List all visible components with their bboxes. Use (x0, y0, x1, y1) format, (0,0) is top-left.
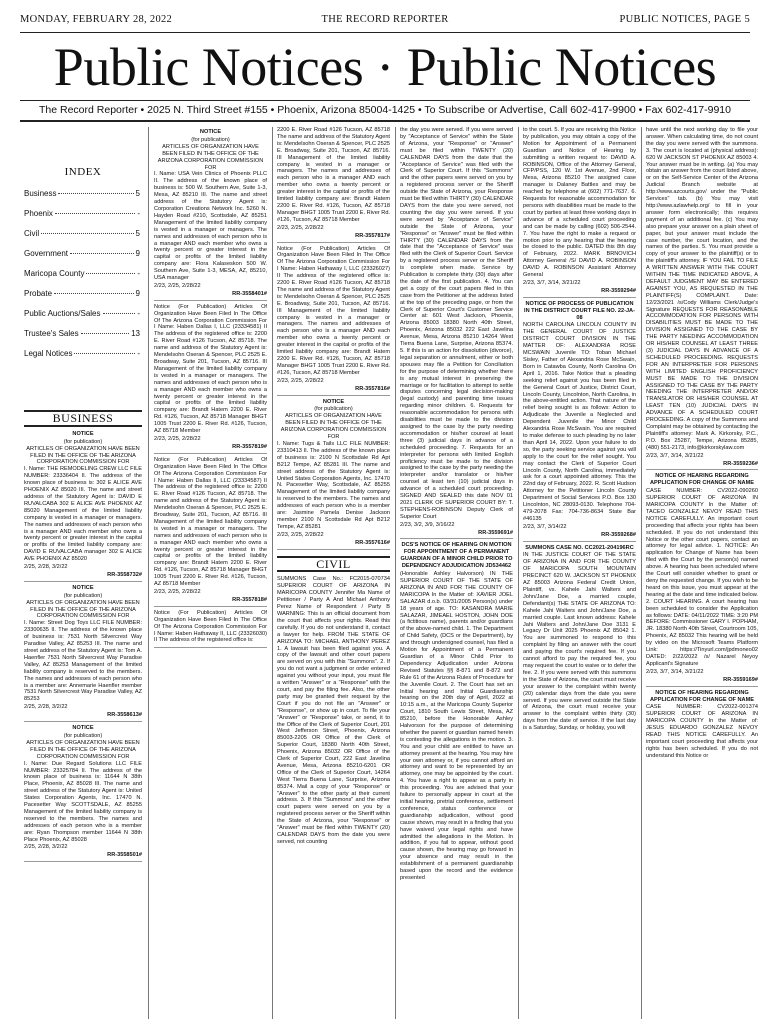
notice-subtitle: (for publication) (191, 136, 230, 143)
index-row (24, 244, 142, 264)
index-row (24, 284, 142, 304)
index-dot-leader (74, 353, 135, 354)
index-entry-name: Legal Notices (24, 348, 73, 358)
column-divider (518, 127, 519, 1019)
notice-body: I. Name: Street Dog Toys LLC FILE NUMBER: 23300635 II. The address of the known place of business is: 7531 North Silvercrest Way Paradise Valley, AZ 85253 III. The name and street address of the Statutory Agent is: Tom A. Haenfler 7531 North Silvercrest Way Paradise Valley, AZ 85253 Management of the limited liability company is reserved to the members. The names and addresses of each person who is a member are: Annemarie Haenfler member 7531 North Silvercrest Way Paradise Valley, AZ 85253 (24, 620, 142, 703)
notice-subtitle: (for publication) (63, 732, 103, 739)
index-dot-leader (70, 253, 134, 254)
business-notices-2 (154, 129, 267, 648)
index-entry-name: Maricopa County (24, 268, 85, 278)
notice-ref: RR-3558732# (107, 571, 142, 578)
notice-title: NOTICE (72, 430, 94, 437)
issue-date: MONDAY, FEBRUARY 28, 2022 (20, 14, 173, 25)
column-divider (272, 127, 273, 1019)
notice-body: Notice (For Publication) Articles Of Organization Have Been Filed In The Office Of The Arizona Corporation Commission For I Name: Haben Hathaway I, LLC (23326027) II The address of the registered office is: 2200 E. River Road #126 Tucson, AZ 85718 The name and address of the Statutory Agent is: Mendelsohn Oseran & Spencer, PLC 2525 E. Broadway, Suite 201, Tucson, AZ 85716. III Management of the limited liability company is vested in a manager or managers. The names and addresses of each person who is a manager AND each member who owns a twenty percent or greater interest in the capital or profits of the limited liability company are: Brandt Hatem 2200 E. River Rd. #126, Tucson, AZ 85718 Manager BHGT 1005 Trust 2200 E. River Rd. #126, Tucson, AZ 85718 Member (277, 245, 390, 376)
llc-notice (24, 431, 142, 582)
notice-dates: 2/23, 2/25, 2/28/22 (277, 224, 324, 231)
column-4 (400, 127, 513, 1017)
index-row (24, 344, 142, 364)
index-dot-leader (55, 213, 135, 214)
column-3 (277, 127, 390, 1017)
llc-notice (277, 399, 390, 550)
notice-dates: 2/25, 2/28, 3/2/22 (24, 704, 68, 711)
index-row (24, 204, 142, 224)
name-change-notice-2-title: NOTICE OF HEARING REGARDING APPLICATION FOR CHANGE OF NAME (649, 689, 754, 703)
header-rule (20, 32, 750, 33)
summons-notice: SUMMONS Case No.: FC2015-070734 SUPERIOR COURT OF ARIZONA IN MARICOPA COUNTY Jennifer Ma Name of Petitioner / Party A And Michael Anthony Perez Name of Respondent / Party B WARNING: This is an official document from the court that affects your rights. Read this carefully. If you do not understand it, contact a lawyer for help. FROM THE STATE OF ARIZONA TO: MICHAEL ANTHONY PEREZ 1. A lawsuit has been filed against you. A copy of the lawsuit and other court papers are served on you with this "Summons". 2. If you do not want a judgment or order entered against you without your input, you must file a written "Answer" or a "Response" with the court, and pay the filing fee. Also, the other party may be granted their request by the Court if you do not file an "Answer" or "Response", or show up in court. To file your "Answer" or "Response" take, or send, it to the Office of the Clerk of Superior Court, 201 West Jefferson Street, Phoenix, Arizona 85003-2205 OR Office of the Clerk of Superior Court, 18380 North 40th Street, Phoenix, Arizona 85032 OR Office of the Clerk of Superior Court, 222 East Javelina Avenue, Mesa, Arizona 85210-6201 OR Office of the Clerk of Superior Court, 14264 West Tierra Buena Lane, Surprise, Arizona 85374. Mail a copy of your "Response" or "Answer" to the other party at their current address. 3. If this "Summons" and the other court papers were served on you by a registered process server or the Sheriff within the State of Arizona, your "Response" or "Answer" must be filed within TWENTY (20) CALENDAR DAYS from the date you were served, not counting (277, 576, 390, 845)
notice-title: NOTICE (322, 398, 345, 405)
index-entry-name: Phoenix (24, 208, 53, 218)
notice-title: NOTICE (199, 129, 222, 135)
subheader-rule (20, 120, 750, 122)
llc-notice (24, 725, 142, 862)
column-6 (646, 127, 758, 1017)
index-box (24, 166, 142, 364)
llc-notice (24, 585, 142, 722)
index-dot-leader (54, 293, 134, 294)
llc-notice (277, 127, 390, 243)
index-dot-leader (81, 333, 130, 334)
index-entry-page: 9 (135, 248, 140, 258)
notice-dates: 2/25, 2/28, 3/2/22 (24, 844, 68, 851)
column-1 (24, 127, 142, 1017)
notice-ref: RR-3557819# (232, 443, 267, 450)
index-entry-page: - (137, 268, 140, 278)
notice-title: NOTICE (72, 725, 94, 732)
index-entry-page: - (137, 308, 140, 318)
index-row (24, 264, 142, 284)
name-change-notice-1: NOTICE OF HEARING REGARDING APPLICATION FOR CHANGE OF NAME CASE NUMBER: CV2022-090260 SUPERIOR COURT OF ARIZONA IN MARICOPA COUNTY In the Matter of: TACEO GONZALEZ NEVOY READ THIS NOTICE CAREFULLY. An important court proceeding that affects your rights has been scheduled. If you do not understand this Notice or the other court papers, contact an attorney for legal advice. 1. NOTICE: An application for Change of Name has been filed with the Court by the person(s) named above. A hearing has been scheduled where the Court will consider whether to grant or deny the requested change. If you wish to be heard on this issue, you must appear at the hearing at the date and time indicated below. 2. COURT HEARING. A court hearing has been scheduled to consider the Application as follows: DATE: 04/11/2022 TIME: 3:20 PM BEFORE: Commissioner GARY I. POPHAM, JR. 18380 North 40th Street, Courtroom 105, Phoenix, AZ 85032 This hearing will be held by video on the Microsoft Teams Platform Link: https://Tinyurl.com/jpdmoneo02 DATED: 2/22/2022 /s/ Nazarel Neyoy Applicant's Signature 2/23, 3/7, 3/14, 3/21/22 RR-3559169# (646, 473, 758, 686)
justice-summons-title: SUMMONS CASE NO. CC2021-204196RC (525, 544, 634, 551)
index-entry-name: Government (24, 248, 69, 258)
notice-dates: 2/23, 2/25, 2/28/22 (277, 531, 324, 538)
masthead: Public Notices · Public Notices (53, 37, 717, 97)
index-entry-name: Civil (24, 228, 40, 238)
column-divider (395, 127, 396, 1019)
index-entry-name: Business (24, 188, 57, 198)
dcs-notice-continued: to the court. 5. If you are receiving this Notice by publication, you may obtain a copy of the Motion for Appointment of a Permanent Guardian and Notice of Hearing by submitting a written request to: DAVID A. ROBINSON, Office of the Attorney General, CFP/PSS, 120 W. 1st Avenue, 2nd Floor, Mesa, Arizona 85210 The assigned case manager is Dalaney Battles and may be reached by telephone at (602) 771-7637. 6. Requests for reasonable accommodation for persons with disabilities must be made to the court by parties at least three working days in advance of a scheduled court proceeding and can be made by calling (602) 506-2544. 7. You have the right to make a request or motion prior to any hearing that the hearing be closed to the public. DATED this 8th day of February, 2022. MARK BRNOVICH Attorney General /S/ DAVID A. ROBINSON DAVID A. ROBINSON Assistant Attorney General 2/23, 3/7, 3/14, 3/21/22 RR-3559294# (523, 127, 636, 298)
notice-body: I. Name: Tugs & Tails LLC FILE NUMBER: 23310413 II. The address of the known place of business is: 2100 N Scottsdale Rd Apt B212 Tempe, AZ 85281 III. The name and street address of the Statutory Agent is: United States Corporation Agents, Inc. 17470 N. Pacesetter Way, Scottsdale, AZ 85255 Management of the limited liability company is reserved to the members. The names and addresses of each person who is a member are: Jasmine Pamela Denise Jackson member 2100 N Scottsdale Rd Apt B212 Tempe, AZ 85281 (277, 440, 390, 530)
section-civil: CIVIL (277, 556, 390, 573)
index-title: INDEX (64, 166, 102, 178)
notice-heading: ARTICLES OF ORGANIZATION HAVE BEEN FILED IN THE OFFICE OF THE ARIZONA CORPORATION COMMISSION FOR (26, 739, 140, 760)
index-row (24, 184, 142, 204)
business-notices (24, 431, 142, 862)
notice-dates: 2/25, 2/28, 3/2/22 (24, 564, 68, 571)
notice-subtitle: (for publication) (63, 592, 103, 599)
index-entry-page: - (137, 208, 140, 218)
index-entry-name: Trustee's Sales (24, 328, 79, 338)
justice-summons-body: IN THE JUSTICE COURT OF THE STATE OF ARIZONA IN AND FOR THE COUNTY OF MARICOPA SOUTH MOUNTAIN PRECINCT 620 W. JACKSON ST PHOENIX AZ 85003 Arizona Federal Credit Union, Plaintiff, vs. Kahele Jahi Walters and John/Jane Doe, a married couple, Defendant(s) THE STATE OF ARIZONA TO: Kahele Jahi Walters and John/Jane Doe, a married couple. Last known address: Kahele Jahi Walters and John/Jane Doe 3131 E Legacy Dr Unit 2025 Phoenix AZ 85042 1. You are summoned to respond to this complaint by filing an answer with the court and paying the court's required fee. If you cannot afford to pay the required fee, you may request the court to waive or to defer the fee. 2. If you were served with this summons in the State of Arizona, the court must receive your answer to the complaint within twenty (20) calendar days from the date you were served. If you were served outside the State of Arizona, the court must receive your answer to the complaint within thirty (30) days from the date of service. If the last day is a Saturday, Sunday, or holiday, you will (523, 552, 636, 732)
notice-body: I. Name: THE REMODELING CREW LLC FILE NUMBER: 23336404 II. The address of the known place of business is: 302 E ALICE AVE PHOENIX AZ 85020 III. The name and street address of the Statutory Agent is: DAVID E RUVALCABA 302 E ALICE AVE PHOENIX AZ 85020 Management of the limited liability company is vested in a manager or managers. The names and addresses of each person who is a manager AND each member who owns a twenty percent or greater interest in the capital or profits of the limited liability company are: DAVID E RUVALCABA manager 302 E ALICE AVE PHOENIX AZ 85020 (24, 466, 142, 563)
notice-ref: RR-3558401# (232, 290, 267, 297)
index-dot-leader (86, 273, 135, 274)
notice-dates: 2/23, 2/25, 2/28/22 (277, 377, 324, 384)
index-entry-page: 5 (135, 228, 140, 238)
notice-body: Notice (For Publication) Articles Of Organization Have Been Filed In The Office Of The Arizona Corporation Commission For I Name: Haben Dallas II, LLC (23334587) II The address of the registered office is: 2200 E. River Road #126 Tucson, AZ 85718. The name and address of the Statutory Agent is: Mendelsohn Oseran & Spencer, PLC 2525 E. Broadway, Suite 201, Tucson, AZ 85716. III Management of the limited liability company is vested in a manager or managers. The names and addresses of each person who is a manager AND each member who owns a twenty percent or greater interest in the capital or profits of the limited liability company are: Brandt Hatem 2200 E. River Rd. #126, Tucson, AZ 85718 Manager BHGT 1005 Trust 2200 E. River Rd. #126, Tucson, AZ 85718 Member (154, 456, 267, 588)
notice-heading: ARTICLES OF ORGANIZATION HAVE BEEN FILED IN THE OFFICE OF THE ARIZONA CORPORATION COMMISSION FOR (280, 413, 387, 441)
business-notices-3 (277, 127, 390, 550)
notice-body: Notice (For Publication) Articles Of Organization Have Been Filed In The Office Of The Arizona Corporation Commission For I Name: Haben Dallas I, LLC (23334581) II The address of the registered office is: 2200 E. River Road #126 Tucson, AZ 85718. The name and address of the Statutory Agent is: Mendelsohn Oseran & Spencer, PLC 2525 E. Broadway, Suite 201, Tucson, AZ 85716. III Management of the limited liability company is vested in a manager or managers. The names and addresses of each person who is a manager AND each member who owns a twenty percent or greater interest in the capital or profits of the limited liability company are: Brandt Hatem 2200 E. River Rd. #126, Tucson, AZ 85718 Manager BHGT 1005 Trust 2200 E. River Rd. #126, Tucson, AZ 85718 Member (154, 303, 267, 435)
notice-heading: ARTICLES OF ORGANIZATION HAVE BEEN FILED IN THE OFFICE OF THE ARIZONA CORPORATION COMMISSION FOR (26, 599, 140, 620)
justice-summons-continued: have until the next working day to file your answer. When calculating time, do not count the day you were served with the summons. 3. The court is located at (physical address): 620 W JACKSON ST PHOENIX AZ 85003 4. Your answer must be in writing. (a) You may obtain an answer from the court listed above, or on the Self-Service Center of the Arizona Judicial Branch website at http://www.azcourts.gov/ under the "Public Services" tab. (b) You may visit http://www.azlawhelp.org/ to fill in your answer form electronically; this requires payment of an additional fee. (c) You may also prepare your answer on a plain sheet of paper, but your answer must include the case number, the court location, and the names of the parties. 5. You must provide a copy of your answer to the plaintiff(s) or to the plaintiff's attorney. IF YOU FAIL TO FILE A WRITTEN ANSWER WITH THE COURT WITHIN THE TIME INDICATED ABOVE, A DEFAULT JUDGMENT MAY BE ENTERED AGAINST YOU, AS REQUESTED IN THE PLAINTIFF(S) COMPLAINT. Date: 12/23/2021 /s/Cody Williams Clerk/Judge's Signature REQUESTS FOR REASONABLE ACCOMMODATION FOR PERSONS WITH DISABILITIES MUST BE MADE TO THE DIVISION ASSIGNED TO THE CASE BY THE PARTY NEEDING ACCOMMODATION OR HIS/HER COUNSEL AT LEAST THREE (3) JUDICIAL DAYS IN ADVANCE OF A SCHEDULED PROCEEDING. REQUESTS FOR AN INTERPRETER FOR PERSONS WITH LIMITED ENGLISH PROFICIENCY MUST BE MADE TO THE DIVISION ASSIGNED TO THE CASE BY THE PARTY NEEDING THE INTERPRETER AND/OR TRANSLATOR OR HIS/HER COUNSEL AT LEAST TEN (10) JUDICIAL DAYS IN ADVANCE OF A SCHEDULED COURT PROCEEDING. A copy of the Summons and Complaint may be obtained by contacting the Plaintiff's attorney: Mark A. Kirkorsky, P.C., P.O. Box 25287, Tempe, Arizona 85285, (480) 551-2173, info@kirkorskylaw.com 2/23, 3/7, 3/14, 3/21/22 RR-3559236# (646, 127, 758, 470)
index-list (24, 184, 142, 364)
index-entry-page: 9 (135, 288, 140, 298)
notice-ref: RR-3557817# (355, 232, 390, 239)
paper-name: THE RECORD REPORTER (321, 14, 449, 25)
section-business: BUSINESS (24, 410, 142, 427)
section-page: PUBLIC NOTICES, PAGE 5 (619, 14, 750, 25)
nc-publication-notice: NOTICE OF PROCESS OF PUBLICATION IN THE DISTRICT COURT FILE NO. 22-JA-08 NORTH CAROLINA LINCOLN COUNTY IN THE GENERAL COURT OF JUSTICE DISTRICT COURT DIVISION IN THE MATTER OF: ALEXANDRIA ROSE MCSWAIN Juvenile TO: Toban Michael Sisley, Father of Alexandria Rose McSwain, Born in Catawba County, North Carolina On April 1, 2016. Take Notice that a pleading seeking relief against you has been filed in the General Court of Justice, District Court, Lincoln County, Lincolnton, North Carolina, in the above-entitled action. That nature of the relief being sought is as follows: Action to Adjudicate the Juvenile a Neglected and Dependent Juvenile the Minor Child Alexandria Rose McSwain. You are required to make defense to such pleading by no later than April 14, 2022. Upon your failure to do so, the party seeking service against you will apply to the court for the relief sought. You may contact the Clerk of Superior Court Lincoln County, North Carolina, immediately ask for a court appointed attorney. This the 22nd day of February, 2022. R. Scott Hudson Attorney for the Petitioner Lincoln County Department of Social Services P.O. Box 130 Lincolnton, NC 28093-0130. Telephone 704-479-2078 Fax: 704-736-8634 State Bar #46135 2/23, 3/7, 3/14/22 RR-3559268# (523, 301, 636, 542)
notice-ref: RR-3557816# (355, 385, 390, 392)
dcs-notice-body: (Honorable Ashley Halvorson) IN THE SUPERIOR COURT OF THE STATE OF ARIZONA IN AND FOR THE COUNTY OF MARICOPA In the Matter of: XAVIER JOEL SALAZAR d.o.b. 03/31/2005 Person(s) under 18 years of age. TO: KASANDRA MARIE SALAZAR, JIMEAEL HOSTON, JOHN DOE (a fictitious name), parents and/or guardians of the above-named child. 1. The Department of Child Safety, (DCS or the Department), by and through undersigned counsel, has filed a Motion for Appointment of a Permanent Guardian of a Minor Child Prior to Dependency Adjudication under Arizona Revised Statutes §§ 8-871 and 8-872 and Rule 61 of the Arizona Rules of Procedure for the Juvenile Court. 2. The Court has set an Initial hearing and Initial Guardianship hearing on the 20th day of April, 2022 at 10:15 a.m., at the Maricopa County Superior Court, 1810 South Lewis Street, Mesa, AZ 85210, before the Honorable Ashley Halvorson for the purpose of determining whether the parent or guardian named herein is contesting the allegations in the motion. 3. You and your child are entitled to have an attorney present at the hearing. You may hire your own attorney or, if you cannot afford an attorney and want to be represented by an attorney, one may be appointed by the court. 4. You have a right to appear as a party in this proceeding. You are advised that your failure to personally appear in court at the initial hearing, pretrial conference, settlement conference, status conference or guardianship adjudication, without good cause shown, may result in a finding that you have waived your legal rights and have admitted the allegations in the Motion. In addition, if you fail to appear, without good cause shown, the hearing may go forward in your absence and may result in the establishment of a permanent guardianship based upon the record and the evidence presented (400, 571, 513, 881)
llc-notice (154, 304, 267, 454)
index-entry-name: Probate (24, 288, 53, 298)
notice-body: Notice (For Publication) Articles Of Organization Have Been Filed In The Office Of The Arizona Corporation Commission For I Name: Haben Hathaway II, LLC (23326030) II The address of the registered office is: (154, 609, 267, 644)
llc-notice (154, 129, 267, 301)
notice-ref: RR-3558501# (107, 852, 142, 859)
name-change-notice-2-body: CASE NUMBER: CV2022-001374 SUPERIOR COURT OF ARIZONA IN MARICOPA COUNTY In the Matter of: JESUS EDUARDO GONZALEZ NEVOY READ THIS NOTICE CAREFULLY. An important court proceeding that affects your rights has been scheduled. If you do not understand this Notice or (646, 704, 758, 759)
index-row (24, 224, 142, 244)
llc-notice (154, 610, 267, 649)
notice-body: 2200 E. River Road #126 Tucson, AZ 85718 The name and address of the Statutory Agent is: Mendelsohn Oseran & Spencer, PLC 2525 E. Broadway, Suite 201, Tucson, AZ 85716. III Management of the limited liability company is vested in a manager or managers. The names and addresses of each person who is a manager AND each member who owns a twenty percent or greater interest in the capital or profits of the limited liability company are: Brandt Hatem 2200 E. River Rd. #126, Tucson, AZ 85718 Manager BHGT 1005 Trust 2200 E. River Rd. #126, Tucson, AZ 85718 Member (277, 127, 390, 223)
notice-heading: ARTICLES OF ORGANIZATION HAVE BEEN FILED IN THE OFFICE OF THE ARIZONA CORPORATION COMMISSION FOR (157, 143, 264, 171)
notice-subtitle: (for publication) (314, 406, 353, 413)
llc-notice (277, 246, 390, 396)
column-2 (154, 127, 267, 1017)
llc-notice (154, 457, 267, 607)
index-dot-leader (58, 193, 133, 194)
notice-title: NOTICE (72, 584, 94, 591)
notice-body: I. Name: USA Vein Clinics of Phoenix PLLC II. The address of the known place of business is: 500 W. Southern Ave, Suite 1-3, Mesa, AZ 85210 III. The name and street address of the Statutory Agent is: Corporation Creations Network Inc. 5260 N. Hayden Road #210, Scottsdale, AZ 85251 Management of the limited liability company is vested in a manager or managers. The names and addresses of each person who is a manager AND each member who owns a twenty percent or greater interest in the capital or profits of the limited liability company are: Flora Kalaseskon 500 W. Southern Ave, Suite 1-3, MESA, AZ, 85210, USA manager (154, 171, 267, 282)
index-entry-page: 13 (131, 328, 140, 338)
summons-notice-continued: the day you were served. If you were served by "Acceptance of Service" within the State of Arizona, your "Response" or "Answer" must be filed within TWENTY (20) CALENDAR DAYS from the date that the "Acceptance of Service" was filed with the Clerk of Superior Court. If this "Summons" and the other papers were served on you by a registered process server or the Sheriff outside the State of Arizona, your Response must be filed within THIRTY (30) CALENDAR DAYS from the date you were served, not counting the day you were served. If you were served by "Acceptance of Service" outside the State of Arizona, your "Response" or "Answer" must be filed within THIRTY (30) CALENDAR DAYS from the date that the "Acceptance of Service" was filed with the Clerk of Superior Court. Service by a registered process server or the Sheriff is complete when made. Service by Publication is complete thirty (30) days after the date of the first publication. 4. You can get a copy of the court papers filed in this case from the Petitioner at the address listed at the top of the preceding page, or from the Clerk of Superior Court's Customer Service Center at: 601 West Jackson, Phoenix, Arizona 85003 18380 North 40th Street, Phoenix, Arizona 85032 222 East Javelina Avenue, Mesa, Arizona 85210 14264 West Tierra Buena Lane, Surprise, Arizona 85374. 5. If this is an action for dissolution (divorce), legal separation or annulment, either or both spouses may file a Petition for Conciliation for the purpose of determining whether there is any mutual interest in preserving the marriage or for facilitation to attempt to settle disputes concerning legal decision-making (legal custody) and parenting time issues regarding minor children. 6. Requests for reasonable accommodation for persons with disabilities must be made to the division assigned to the case by the party needing accommodation or his/her counsel at least three (3) judicial days in advance of a scheduled proceeding. 7. Requests for an interpreter for persons with limited English proficiency must be made to the division assigned to the case by the party needing the interpreter and/or translator or his/her counsel at least ten (10) judicial days in advance of a scheduled court proceeding. SIGNED AND SEALED this date NOV 01 2021 CLERK OF SUPERIOR COURT BY: T. STEPHENS-ROBINSON Deputy Clerk of Superior Court 2/23, 3/2, 3/9, 3/16/22 RR-3559691# (400, 127, 513, 539)
notice-dates: 2/23, 2/25, 2/28/22 (154, 282, 201, 289)
notice-heading: ARTICLES OF ORGANIZATION HAVE BEEN FILED IN THE OFFICE OF THE ARIZONA CORPORATION COMMISSION FOR (26, 445, 140, 466)
masthead-rule (20, 100, 750, 101)
column-divider (641, 127, 642, 1019)
index-row (24, 304, 142, 324)
column-5 (523, 127, 636, 1017)
index-row (24, 324, 142, 344)
notice-body: I. Name: Due Regard Solutions LLC FILE NUMBER: 23325784 II. The address of the known place of business is: 11644 N 38th Place, Phoenix, AZ 85028 III. The name and street address of the Statutory Agent is: United States Corporation Agents, Inc. 17470 N. Pacesetter Way SCOTTSDALE, AZ 85255 Management of the limited liability company is reserved to the members. The names and addresses of each person who is a member are: Ryan Thompson member 11644 N 38th Place Phoenix, AZ 85028 (24, 760, 142, 843)
dcs-notice-title: DCS'S NOTICE OF HEARING ON MOTION FOR APPOINTMENT OF A PERMANENT GUARDIAN OF A MINOR CHILD PRIOR TO DEPENDENCY ADJUDICATION JD534462 (400, 542, 513, 570)
index-dot-leader (41, 233, 133, 234)
index-dot-leader (103, 313, 136, 314)
column-divider (148, 127, 149, 1019)
index-entry-page: - (137, 348, 140, 358)
notice-ref: RR-3558613# (107, 712, 142, 719)
notice-ref: RR-3557818# (232, 596, 267, 603)
index-entry-page: 5 (135, 188, 140, 198)
notice-subtitle: (for publication) (63, 438, 103, 445)
notice-dates: 2/23, 2/25, 2/28/22 (154, 435, 201, 442)
index-entry-name: Public Auctions/Sales (24, 308, 101, 318)
page-header (20, 14, 750, 30)
contact-line: The Record Reporter • 2025 N. Third Street #155 • Phoenix, Arizona 85004-1425 • To Subscribe or Advertise, Call 602-417-9900 • Fax 602-417-9910 (39, 104, 731, 116)
notice-dates: 2/23, 2/25, 2/28/22 (154, 589, 201, 595)
notice-ref: RR-3557616# (355, 539, 390, 546)
